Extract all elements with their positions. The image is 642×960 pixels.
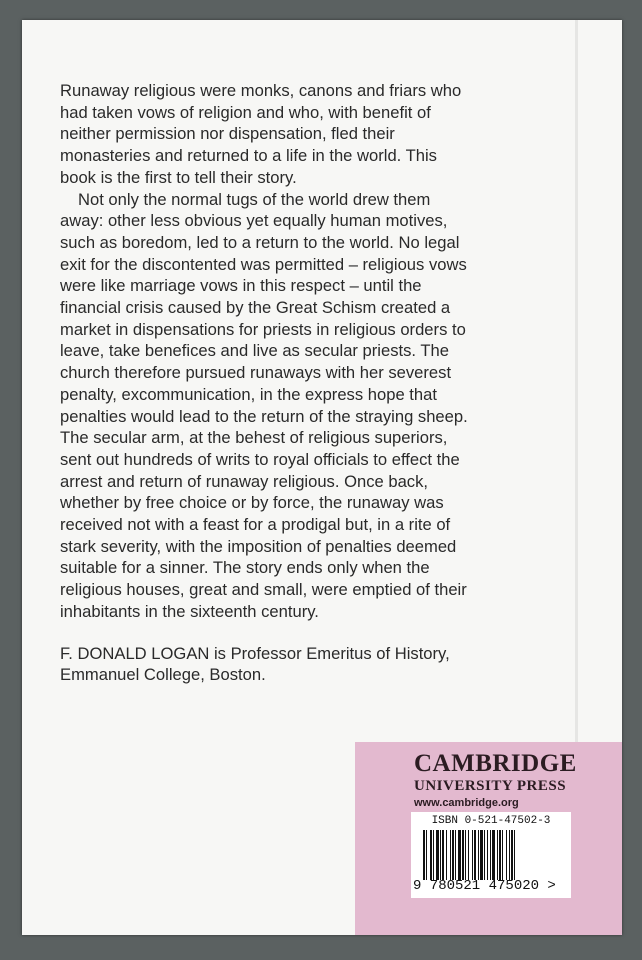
blurb-paragraph-2 <box>60 189 560 623</box>
blurb-paragraph-1 <box>60 80 560 189</box>
barcode-icon <box>423 830 563 880</box>
text-line: inhabitants in the sixteenth century. <box>60 601 319 621</box>
text-line: penalty, excommunication, in the express hope that <box>60 384 437 404</box>
author-bio <box>60 643 560 686</box>
text-line: suitable for a sinner. The story ends only when the <box>60 558 430 578</box>
text-line: received not with a feast for a prodigal but, in a rite of <box>60 515 451 535</box>
text-line: stark severity, with the imposition of penalties deemed <box>60 536 457 556</box>
text-line: market in dispensations for priests in religious orders to <box>60 319 466 339</box>
text-line: book is the first to tell their story. <box>60 167 297 187</box>
text-line: monasteries and returned to a life in the world. This <box>60 146 437 166</box>
text-line: such as boredom, led to a return to the world. No legal <box>60 232 460 252</box>
text-line: Emmanuel College, Boston. <box>60 665 266 685</box>
text-line: Not only the normal tugs of the world drew them <box>78 189 431 209</box>
text-line: sent out hundreds of writs to royal officials to effect the <box>60 449 460 469</box>
text-line: were like marriage vows in this respect – until the <box>60 276 422 296</box>
text-line: Runaway religious were monks, canons and friars who <box>60 81 462 100</box>
publisher-name: CAMBRIDGE <box>414 750 577 777</box>
text-line: had taken vows of religion and who, with benefit of <box>60 102 431 122</box>
barcode-box <box>411 812 571 898</box>
text-line: arrest and return of runaway religious. Once back, <box>60 471 429 491</box>
text-line: religious houses, great and small, were emptied of their <box>60 580 467 600</box>
text-line: exit for the discontented was permitted – religious vows <box>60 254 467 274</box>
text-line: neither permission nor dispensation, fled their <box>60 124 395 144</box>
text-line: away: other less obvious yet equally human motives, <box>60 211 448 231</box>
ean-number: 9 780521 475020 > <box>413 878 556 894</box>
text-line: F. DONALD LOGAN is Professor Emeritus of History, <box>60 643 450 663</box>
text-line: leave, take benefices and live as secular priests. The <box>60 341 449 361</box>
book-back-cover <box>22 20 622 935</box>
text-line: penalties would lead to the return of the straying sheep. <box>60 406 468 426</box>
text-line: church therefore pursued runaways with her severest <box>60 363 452 383</box>
isbn-label: ISBN 0-521-47502-3 <box>431 815 551 827</box>
text-line: The secular arm, at the behest of religious superiors, <box>60 428 448 448</box>
publisher-url: www.cambridge.org <box>414 797 519 809</box>
blurb <box>60 80 560 686</box>
text-line: whether by free choice or by force, the runaway was <box>60 493 444 513</box>
publisher-panel <box>355 742 622 935</box>
publisher-subtitle: UNIVERSITY PRESS <box>414 778 567 794</box>
text-line: financial crisis caused by the Great Schism created a <box>60 298 451 318</box>
